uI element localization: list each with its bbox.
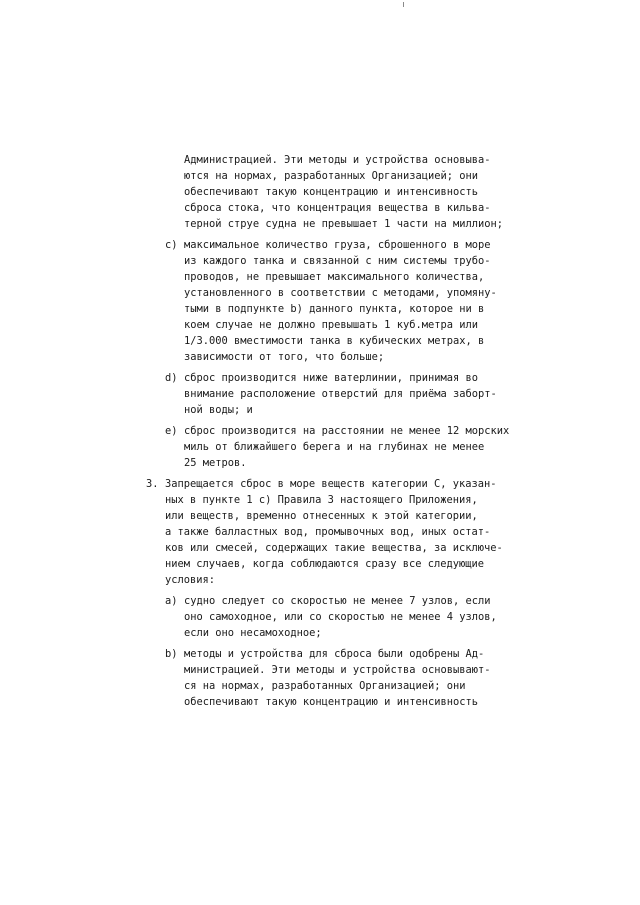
list-marker: e) [165,425,178,437]
text-line: проводов, не превышает максимального количества, [184,271,485,283]
text-line: ных в пункте 1 c) Правила 3 настоящего Приложения, [165,494,478,506]
text-line: зависимости от того, что больше; [184,351,385,363]
text-line: терной струе судна не превышает 1 части на миллион; [184,218,504,230]
text-line: из каждого танка и связанной с ним системы трубо- [184,255,491,267]
text-line: внимание расположение отверстий для приёма заборт- [184,388,497,400]
text-line: обеспечивают такую концентрацию и интенсивность [184,186,479,198]
list-marker: d) [165,372,178,384]
text-line: тыми в подпункте b) данного пункта, которое ни в [184,303,485,315]
text-line: судно следует со скоростью не менее 7 узлов, если [184,595,491,607]
text-line: 1/3.000 вместимости танка в кубических метрах, в [184,335,485,347]
text-line: или веществ, временно отнесенных к этой категории, [165,510,478,522]
text-line: если оно несамоходное; [184,627,322,639]
text-line: ся на нормах, разработанных Организацией; они [184,680,466,692]
scan-mark [403,2,404,7]
text-line: сброс производится на расстоянии не менее 12 морских [184,425,510,437]
list-marker: c) [165,239,178,251]
text-line: сброса стока, что концентрация вещества в кильва- [184,202,491,214]
text-line: миль от ближайшего берега и на глубинах не менее [184,441,485,453]
text-line: коем случае не должно превышать 1 куб.метра или [184,319,479,331]
text-line: обеспечивают такую концентрацию и интенсивность [184,696,479,708]
text-line: ков или смесей, содержащих такие вещества, за исключе- [165,542,503,554]
text-line: оно самоходное, или со скоростью не менее 4 узлов, [184,611,497,623]
text-line: ются на нормах, разработанных Организацией; они [184,170,479,182]
list-marker: b) [165,648,178,660]
text-line: сброс производится ниже ватерлинии, принимая во [184,372,479,384]
text-line: Администрацией. Эти методы и устройства основыва- [184,154,491,166]
text-line: методы и устройства для сброса были одобрены Ад- [184,648,485,660]
text-line: условия: [165,574,216,586]
paragraph-number: 3. [146,478,159,490]
list-marker: a) [165,595,178,607]
text-line: максимальное количество груза, сброшенного в море [184,239,491,251]
text-line: нием случаев, когда соблюдаются сразу все следующие [165,558,485,570]
text-line: Запрещается сброс в море веществ категории C, указан- [165,478,497,490]
text-line: министрацией. Эти методы и устройства основывают- [184,664,491,676]
text-line: ной воды; и [184,404,253,416]
text-line: а также балластных вод, промывочных вод, иных остат- [165,526,491,538]
text-line: 25 метров. [184,457,247,469]
text-line: установленного в соответствии с методами, упомяну- [184,287,497,299]
